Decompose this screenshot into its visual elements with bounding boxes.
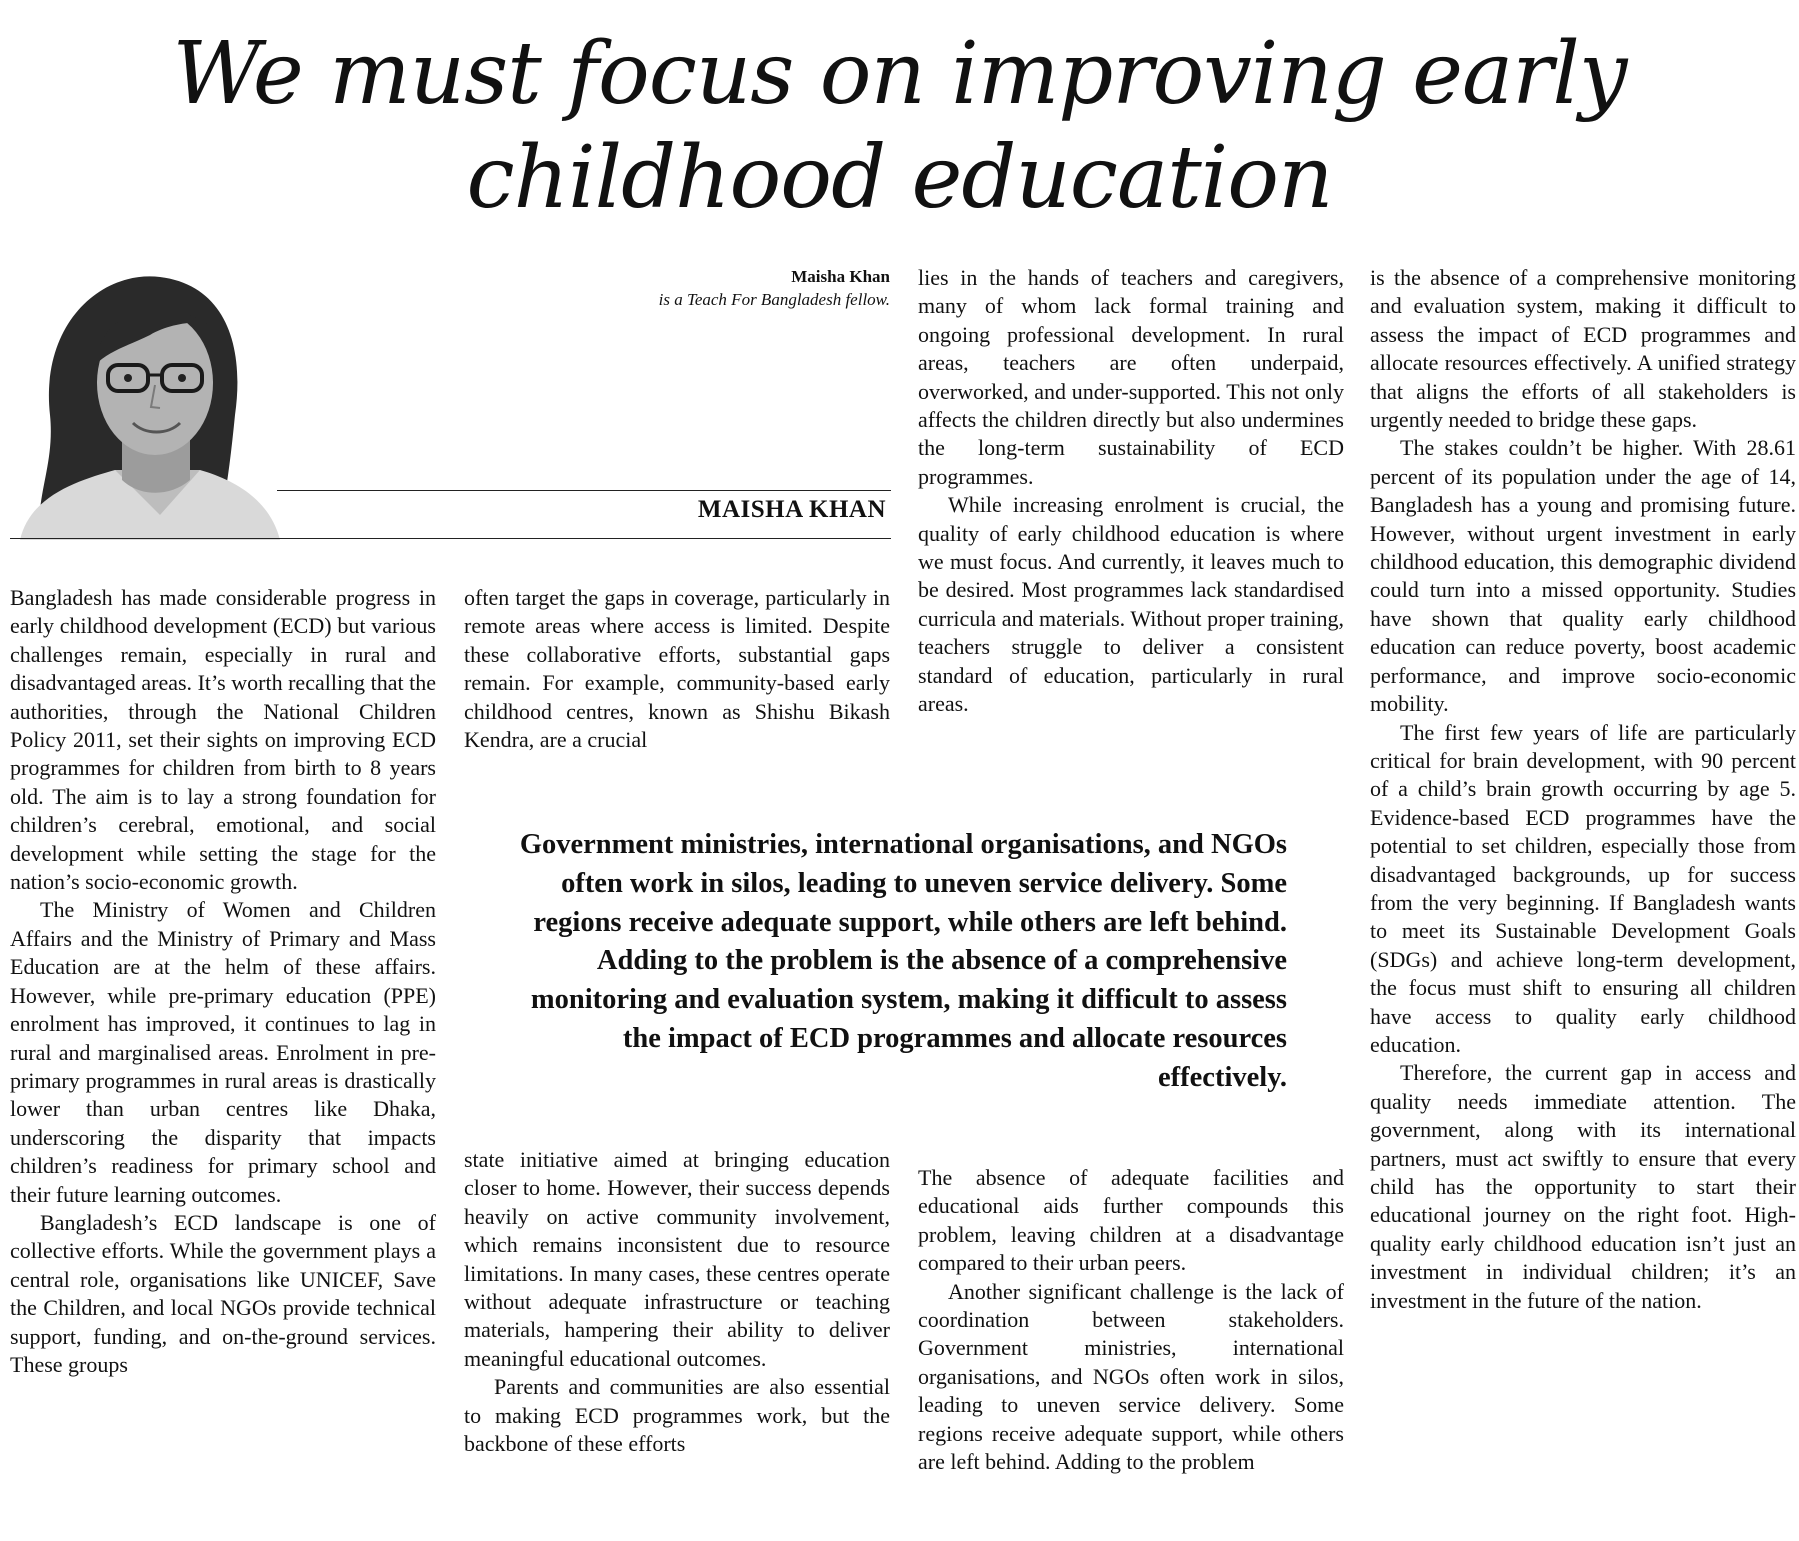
paragraph: Parents and communities are also essential to making ECD programmes work, but the backbone of these efforts	[464, 1374, 890, 1457]
column-4	[1370, 264, 1796, 1315]
paragraph: While increasing enrolment is crucial, the quality of early childhood education is where we must focus. And currently, it leaves much to be desired. Most programmes lack standardised curricula and materials. Without proper training, teachers struggle to deliver a consistent standard of education, particularly in rural areas.	[918, 492, 1344, 717]
byline-bottom-rule	[10, 538, 891, 539]
paragraph: lies in the hands of teachers and caregivers, many of whom lack formal training and ongoing professional development. In rural areas, teachers are often underpaid, overworked, and under-supported. This not only affects the children directly but also undermines the long-term sustainability of ECD programmes.	[918, 265, 1344, 489]
paragraph: The absence of adequate facilities and educational aids further compounds this problem, leaving children at a disadvantage compared to their urban peers.	[918, 1165, 1344, 1276]
pull-quote: Government ministries, international organisations, and NGOs often work in silos, leading to uneven service delivery. Some regions receive adequate support, while others are left behind. Adding to the problem is the absence of a comprehensive monitoring and evaluation system, making it difficult to assess the impact of ECD programmes and allocate resources effectively.	[519, 829, 1287, 1093]
column-3-top	[918, 264, 1344, 719]
paragraph: Therefore, the current gap in access and quality needs immediate attention. The government, along with its international partners, must act swiftly to ensure that every child has the opportunity to start their educational journey on the right foot. High-quality early childhood education isn’t just an investment in individual children; it’s an investment in the future of the nation.	[1370, 1060, 1796, 1313]
paragraph: often target the gaps in coverage, particularly in remote areas where access is limited. Despite these collaborative efforts, substantial gaps remain. For example, community-based early childhood centres, known as Shishu Bikash Kendra, are a crucial	[464, 585, 890, 753]
headline: We must focus on improving early childhood education	[172, 24, 1627, 228]
author-role: is a Teach For Bangladesh fellow.	[658, 290, 890, 309]
paragraph: Bangladesh’s ECD landscape is one of collective efforts. While the government plays a central role, organisations like UNICEF, Save the Children, and local NGOs provide technical support, funding, and on-the-ground services. These groups	[10, 1209, 436, 1377]
byline-top-rule	[277, 490, 891, 491]
paragraph: Another significant challenge is the lack of coordination between stakeholders. Government ministries, international organisations, and NGOs often work in silos, leading to uneven service delivery. Some regions receive adequate support, while others are left behind. Adding to the problem	[918, 1278, 1344, 1475]
paragraph: The Ministry of Women and Children Affairs and the Ministry of Primary and Mass Education are at the helm of these affairs. However, while pre-primary education (PPE) enrolment has improved, it continues to lag in rural and marginalised areas. Enrolment in pre-primary programmes in rural areas is drastically lower than urban centres like Dhaka, underscoring the disparity that impacts children’s readiness for primary school and their future learning outcomes.	[10, 897, 436, 1207]
author-byline	[560, 265, 890, 311]
author-portrait-image	[10, 265, 280, 540]
column-1	[10, 584, 436, 1379]
paragraph: is the absence of a comprehensive monitoring and evaluation system, making it difficult to assess the impact of ECD programmes and allocate resources effectively. A unified strategy that aligns the efforts of all stakeholders is urgently needed to bridge these gaps.	[1370, 265, 1796, 433]
column-3-bottom	[918, 1164, 1344, 1476]
column-2-bottom	[464, 1146, 890, 1458]
author-photo	[10, 265, 280, 540]
author-name-caps: MAISHA KHAN	[697, 496, 886, 523]
paragraph: Bangladesh has made considerable progress in early childhood development (ECD) but various challenges remain, especially in rural and disadvantaged areas. It’s worth recalling that the authorities, through the National Children Policy 2011, set their sights on improving ECD programmes for children from birth to 8 years old. The aim is to lay a strong foundation for children’s cerebral, emotional, and social development while setting the stage for the nation’s socio-economic growth.	[10, 585, 436, 895]
author-name: Maisha Khan	[791, 267, 890, 286]
column-2-top	[464, 584, 890, 754]
paragraph: The stakes couldn’t be higher. With 28.61 percent of its population under the age of 14, Bangladesh has a young and promising future. However, without urgent investment in early childhood education, this demographic dividend could turn into a missed opportunity. Studies have shown that quality early childhood education can reduce poverty, boost academic performance, and improve socio-economic mobility.	[1370, 435, 1796, 717]
paragraph: The first few years of life are particularly critical for brain development, with 90 percent of a child’s brain growth occurring by age 5. Evidence-based ECD programmes have the potential to set children, especially those from disadvantaged backgrounds, up for success from the very beginning. If Bangladesh wants to meet its Sustainable Development Goals (SDGs) and achieve long-term development, the focus must shift to ensuring all children have access to quality early childhood education.	[1370, 719, 1796, 1057]
paragraph: state initiative aimed at bringing education closer to home. However, their success depends heavily on active community involvement, which remains inconsistent due to resource limitations. In many cases, these centres operate without adequate infrastructure or teaching materials, hampering their ability to deliver meaningful educational outcomes.	[464, 1147, 890, 1371]
